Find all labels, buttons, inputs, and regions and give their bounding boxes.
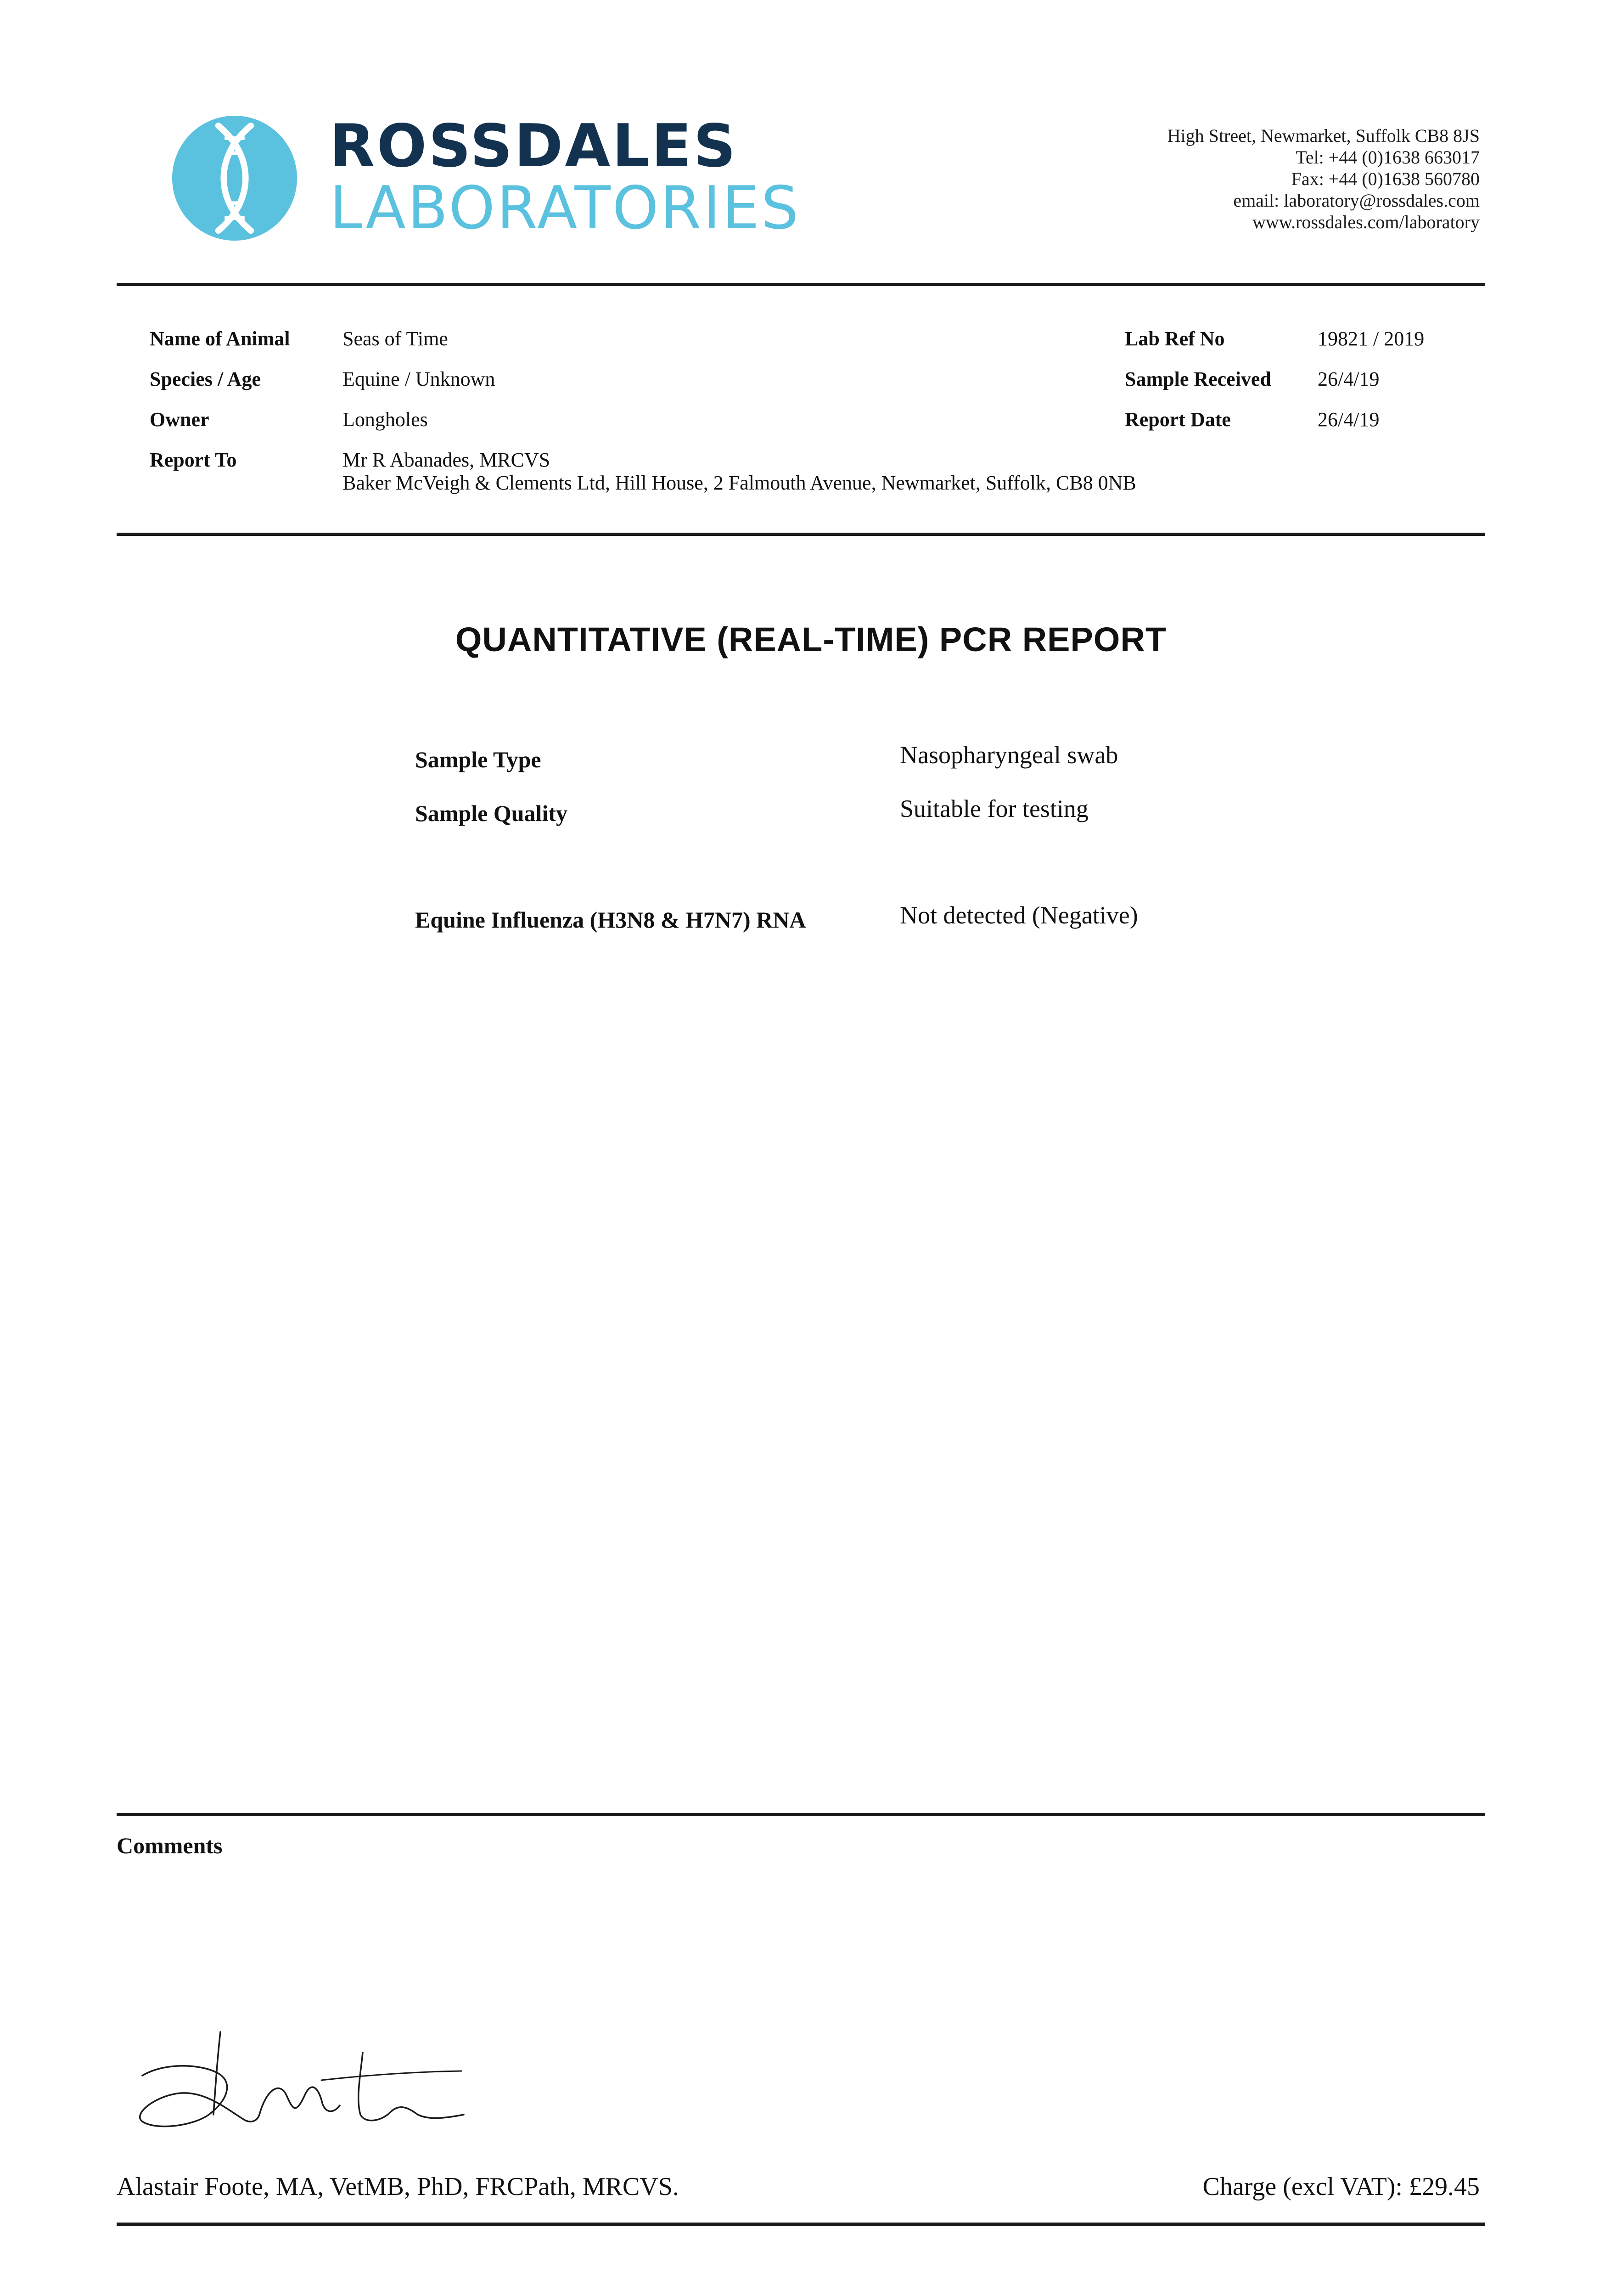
report-date-value: 26/4/19 (1318, 408, 1380, 431)
brand-name: ROSSDALES (330, 112, 738, 180)
report-to-name: Mr R Abanades, MRCVS (342, 449, 550, 471)
signature-image (124, 2020, 473, 2140)
species-age-value: Equine / Unknown (342, 368, 495, 390)
footer-divider (117, 2223, 1485, 2226)
contact-fax: Fax: +44 (0)1638 560780 (1291, 169, 1480, 189)
species-age-label: Species / Age (150, 368, 261, 390)
report-date-label: Report Date (1125, 408, 1231, 431)
contact-block (1167, 125, 1480, 233)
report-to-address: Baker McVeigh & Clements Ltd, Hill House, 2 Falmouth Avenue, Newmarket, Suffolk, CB8 0NB (342, 472, 1136, 494)
signatory-name: Alastair Foote, MA, VetMB, PhD, FRCPath, MRCVS. (117, 2172, 679, 2201)
report-to-label: Report To (150, 449, 237, 471)
charge-amount: Charge (excl VAT): £29.45 (1202, 2172, 1480, 2201)
header-divider (117, 283, 1485, 286)
report-title: QUANTITATIVE (REAL-TIME) PCR REPORT (455, 620, 1167, 658)
sample-type-label: Sample Type (415, 747, 541, 772)
sample-type-value: Nasopharyngeal swab (900, 741, 1118, 769)
sample-received-value: 26/4/19 (1318, 368, 1380, 390)
owner-value: Longholes (342, 408, 428, 431)
brand-subname: LABORATORIES (330, 174, 801, 242)
lab-ref-value: 19821 / 2019 (1318, 327, 1425, 350)
comments-label: Comments (117, 1833, 223, 1858)
sample-quality-value: Suitable for testing (900, 795, 1089, 822)
name-of-animal-value: Seas of Time (342, 327, 448, 350)
details-divider (117, 533, 1485, 536)
owner-label: Owner (150, 408, 209, 431)
lab-ref-label: Lab Ref No (1125, 327, 1225, 350)
sample-quality-label: Sample Quality (415, 800, 567, 826)
sample-received-label: Sample Received (1125, 368, 1271, 390)
contact-email: email: laboratory@rossdales.com (1233, 190, 1480, 211)
contact-tel: Tel: +44 (0)1638 663017 (1296, 147, 1480, 168)
dna-helix-icon (172, 116, 297, 241)
equine-influenza-label: Equine Influenza (H3N8 & H7N7) RNA (415, 907, 806, 933)
contact-website: www.rossdales.com/laboratory (1252, 212, 1480, 232)
comments-divider (117, 1813, 1485, 1816)
name-of-animal-label: Name of Animal (150, 327, 290, 350)
equine-influenza-result: Not detected (Negative) (900, 901, 1138, 929)
contact-address: High Street, Newmarket, Suffolk CB8 8JS (1167, 125, 1480, 146)
